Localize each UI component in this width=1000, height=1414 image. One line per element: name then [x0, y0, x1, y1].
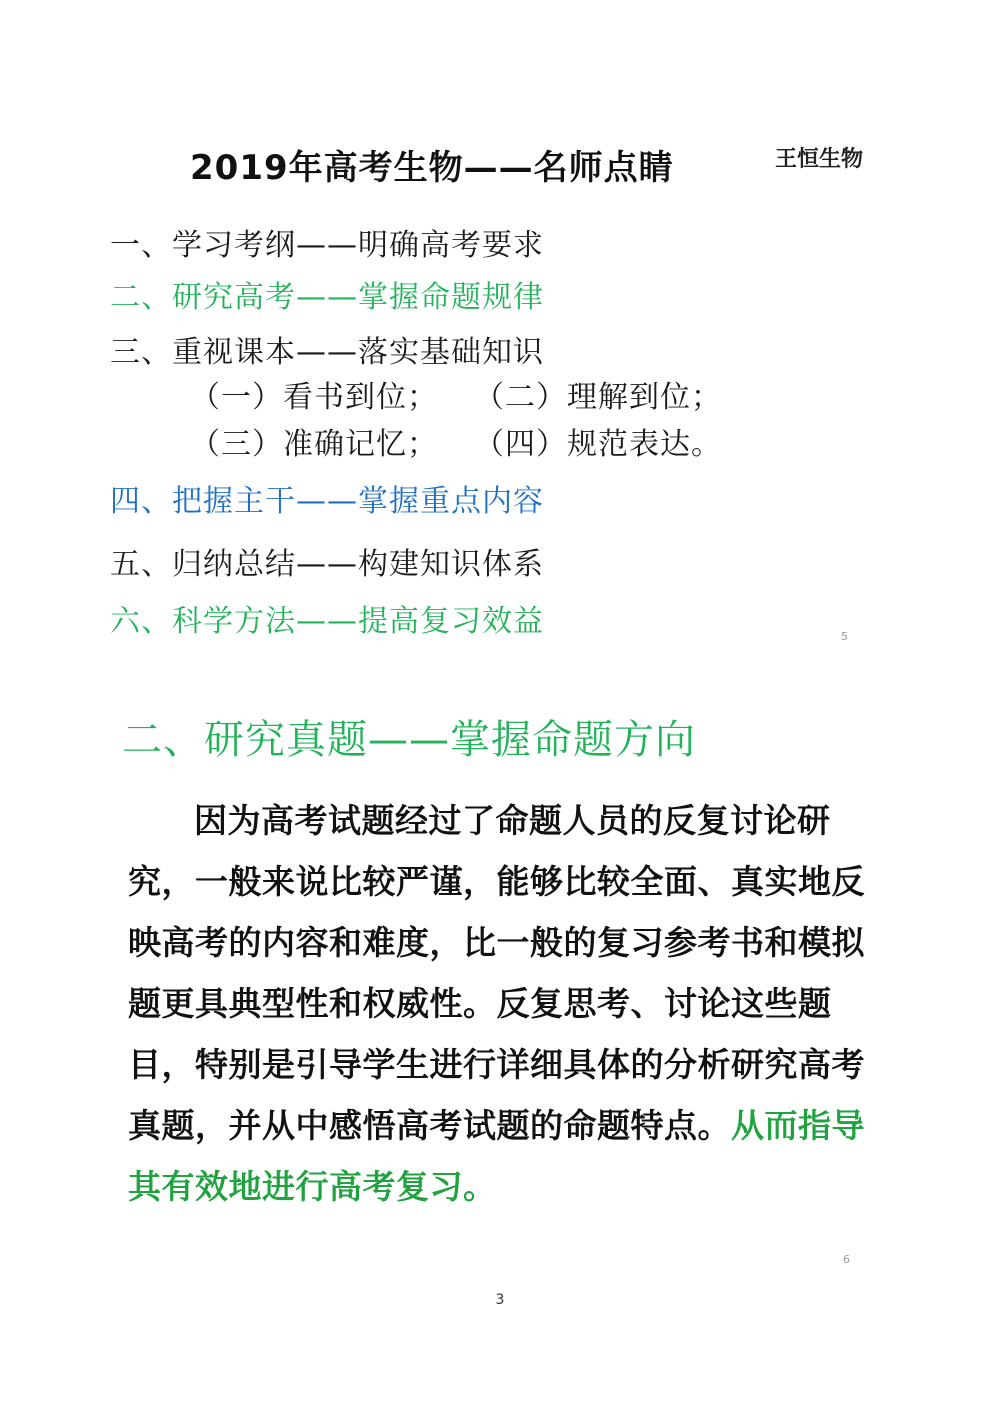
- sub-item-4: （四）规范表达。: [474, 427, 722, 462]
- slide-number-6: 6: [843, 1253, 850, 1266]
- page-title: 2019年高考生物——名师点睛: [190, 148, 674, 188]
- sub-item-2: （二）理解到位；: [474, 380, 722, 415]
- slide-number-5: 5: [841, 630, 848, 643]
- author-label: 王恒生物: [775, 147, 864, 172]
- outline-item-6: 六、科学方法——提高复习效益: [110, 604, 544, 639]
- outline-item-3: 三、重视课本——落实基础知识: [110, 335, 544, 370]
- sub-item-row-1: [190, 372, 722, 416]
- paragraph-highlight: 从而指导其有效地进行高考复习。: [128, 1106, 865, 1206]
- sub-item-3: （三）准确记忆；: [190, 427, 438, 462]
- section-heading: 二、研究真题——掌握命题方向: [122, 717, 696, 763]
- sub-item-row-2: [190, 419, 722, 463]
- outline-item-2: 二、研究高考——掌握命题规律: [110, 280, 544, 315]
- page-number: 3: [495, 1292, 505, 1308]
- body-paragraph: [128, 790, 888, 1217]
- outline-item-4: 四、把握主干——掌握重点内容: [110, 484, 544, 519]
- paragraph-text: 因为高考试题经过了命题人员的反复讨论研究，一般来说比较严谨，能够比较全面、真实地反映高考的内容和难度，比一般的复习参考书和模拟题更具典型性和权威性。反复思考、讨论这些题目，特别是引导学生进行详细具体的分析研究高考真题，并从中感悟高考试题的命题特点。: [128, 801, 865, 1145]
- sub-item-1: （一）看书到位；: [190, 380, 438, 415]
- outline-item-1: 一、学习考纲——明确高考要求: [110, 228, 544, 263]
- outline-item-5: 五、归纳总结——构建知识体系: [110, 547, 544, 582]
